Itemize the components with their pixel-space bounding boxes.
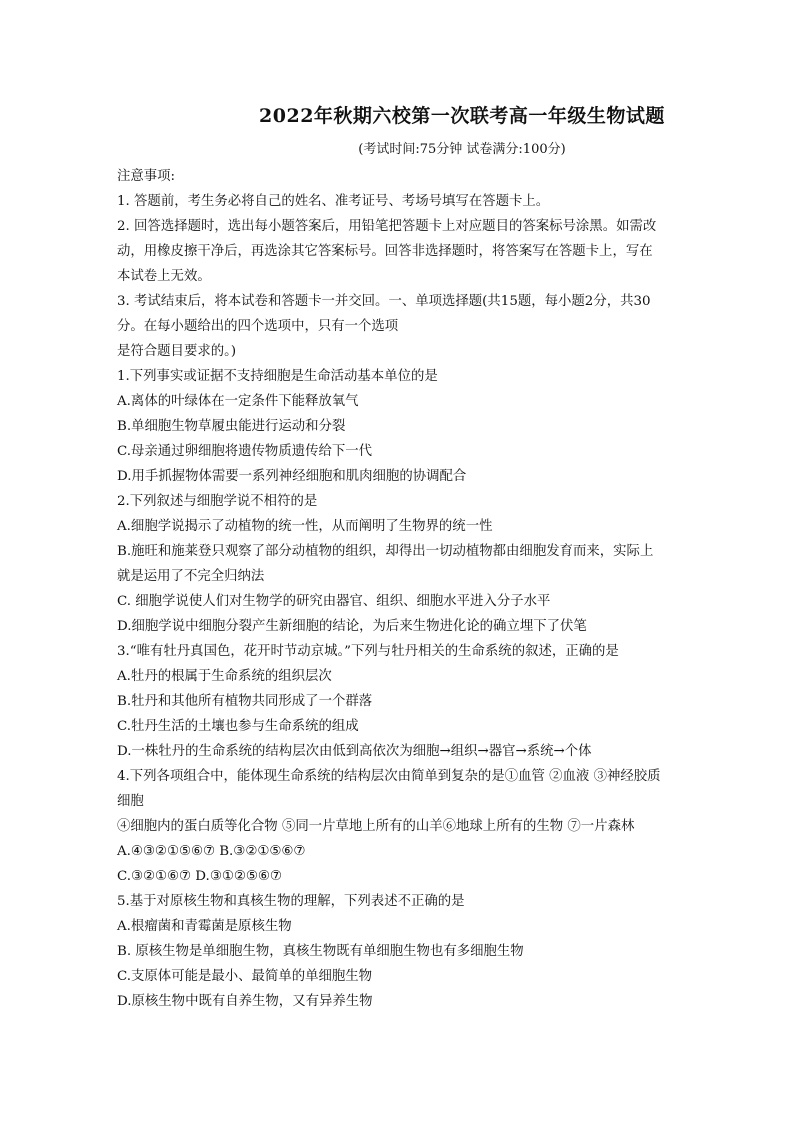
question-2-stem: 2.下列叙述与细胞学说不相符的是 xyxy=(117,494,318,509)
question-4-stem-line-3: ④细胞内的蛋白质等化合物 ⑤同一片草地上所有的山羊⑥地球上所有的生物 ⑦一片森林 xyxy=(117,819,635,834)
question-4-stem-line-2: 细胞 xyxy=(117,794,144,809)
question-2-option-c: C. 细胞学说使人们对生物学的研究由器官、组织、细胞水平进入分子水平 xyxy=(117,594,551,609)
exam-title: 2022年秋期六校第一次联考高一年级生物试题 xyxy=(259,105,665,127)
note-2-line-1: 2. 回答选择题时，选出每小题答案后，用铅笔把答题卡上对应题目的答案标号涂黑。如需改 xyxy=(117,219,657,234)
question-3-option-c: C.牡丹生活的土壤也参与生命系统的组成 xyxy=(117,719,359,734)
note-3-line-2: 分。在每小题给出的四个选项中，只有一个选项 xyxy=(117,319,399,334)
question-2-option-d: D.细胞学说中细胞分裂产生新细胞的结论，为后来生物进化论的确立埋下了伏笔 xyxy=(117,619,587,634)
notes-heading: 注意事项: xyxy=(117,169,176,184)
note-2-line-2: 动，用橡皮擦干净后，再选涂其它答案标号。回答非选择题时，将答案写在答题卡上，写在 xyxy=(117,244,653,259)
note-3-line-1: 3. 考试结束后，将本试卷和答题卡一并交回。一、单项选择题(共15题，每小题2分，共30 xyxy=(117,294,651,309)
note-3-line-3: 是符合题目要求的。) xyxy=(117,344,237,359)
question-5-option-d: D.原核生物中既有自养生物，又有异养生物 xyxy=(117,994,373,1009)
question-1-stem: 1.下列事实或证据不支持细胞是生命活动基本单位的是 xyxy=(117,369,438,384)
question-1-option-b: B.单细胞生物草履虫能进行运动和分裂 xyxy=(117,419,346,434)
note-2-line-3: 本试卷上无效。 xyxy=(117,269,211,284)
note-1: 1. 答题前，考生务必将自己的姓名、准考证号、考场号填写在答题卡上。 xyxy=(117,194,550,209)
question-3-option-d: D.一株牡丹的生命系统的结构层次由低到高依次为细胞→组织→器官→系统→个体 xyxy=(117,744,592,759)
question-3-stem: 3.“唯有牡丹真国色，花开时节动京城。”下列与牡丹相关的生命系统的叙述，正确的是 xyxy=(117,644,619,659)
question-5-option-b: B. 原核生物是单细胞生物，真核生物既有单细胞生物也有多细胞生物 xyxy=(117,944,524,959)
question-5-option-c: C.支原体可能是最小、最简单的单细胞生物 xyxy=(117,969,373,984)
question-1-option-c: C.母亲通过卵细胞将遗传物质遗传给下一代 xyxy=(117,444,373,459)
question-4-options-ab: A.④③②①⑤⑥⑦ B.③②①⑤⑥⑦ xyxy=(117,844,306,859)
question-4-options-cd: C.③②①⑥⑦ D.③①②⑤⑥⑦ xyxy=(117,869,282,884)
question-1-option-a: A.离体的叶绿体在一定条件下能释放氧气 xyxy=(117,394,359,409)
question-2-option-a: A.细胞学说揭示了动植物的统一性，从而阐明了生物界的统一性 xyxy=(117,519,493,534)
question-5-stem: 5.基于对原核生物和真核生物的理解，下列表述不正确的是 xyxy=(117,894,465,909)
exam-body xyxy=(117,164,685,1014)
question-3-option-a: A.牡丹的根属于生命系统的组织层次 xyxy=(117,669,332,684)
question-2-option-b-line-2: 就是运用了不完全归纳法 xyxy=(117,569,265,584)
question-5-option-a: A.根瘤菌和青霉菌是原核生物 xyxy=(117,919,292,934)
question-1-option-d: D.用手抓握物体需要一系列神经细胞和肌肉细胞的协调配合 xyxy=(117,469,467,484)
question-3-option-b: B.牡丹和其他所有植物共同形成了一个群落 xyxy=(117,694,373,709)
question-4-stem-line-1: 4.下列各项组合中，能体现生命系统的结构层次由简单到复杂的是①血管 ②血液 ③神经胶质 xyxy=(117,769,661,784)
question-2-option-b-line-1: B.施旺和施莱登只观察了部分动植物的组织，却得出一切动植物都由细胞发育而来，实际上 xyxy=(117,544,654,559)
exam-subtitle: (考试时间:75分钟 试卷满分:100分) xyxy=(358,142,566,157)
